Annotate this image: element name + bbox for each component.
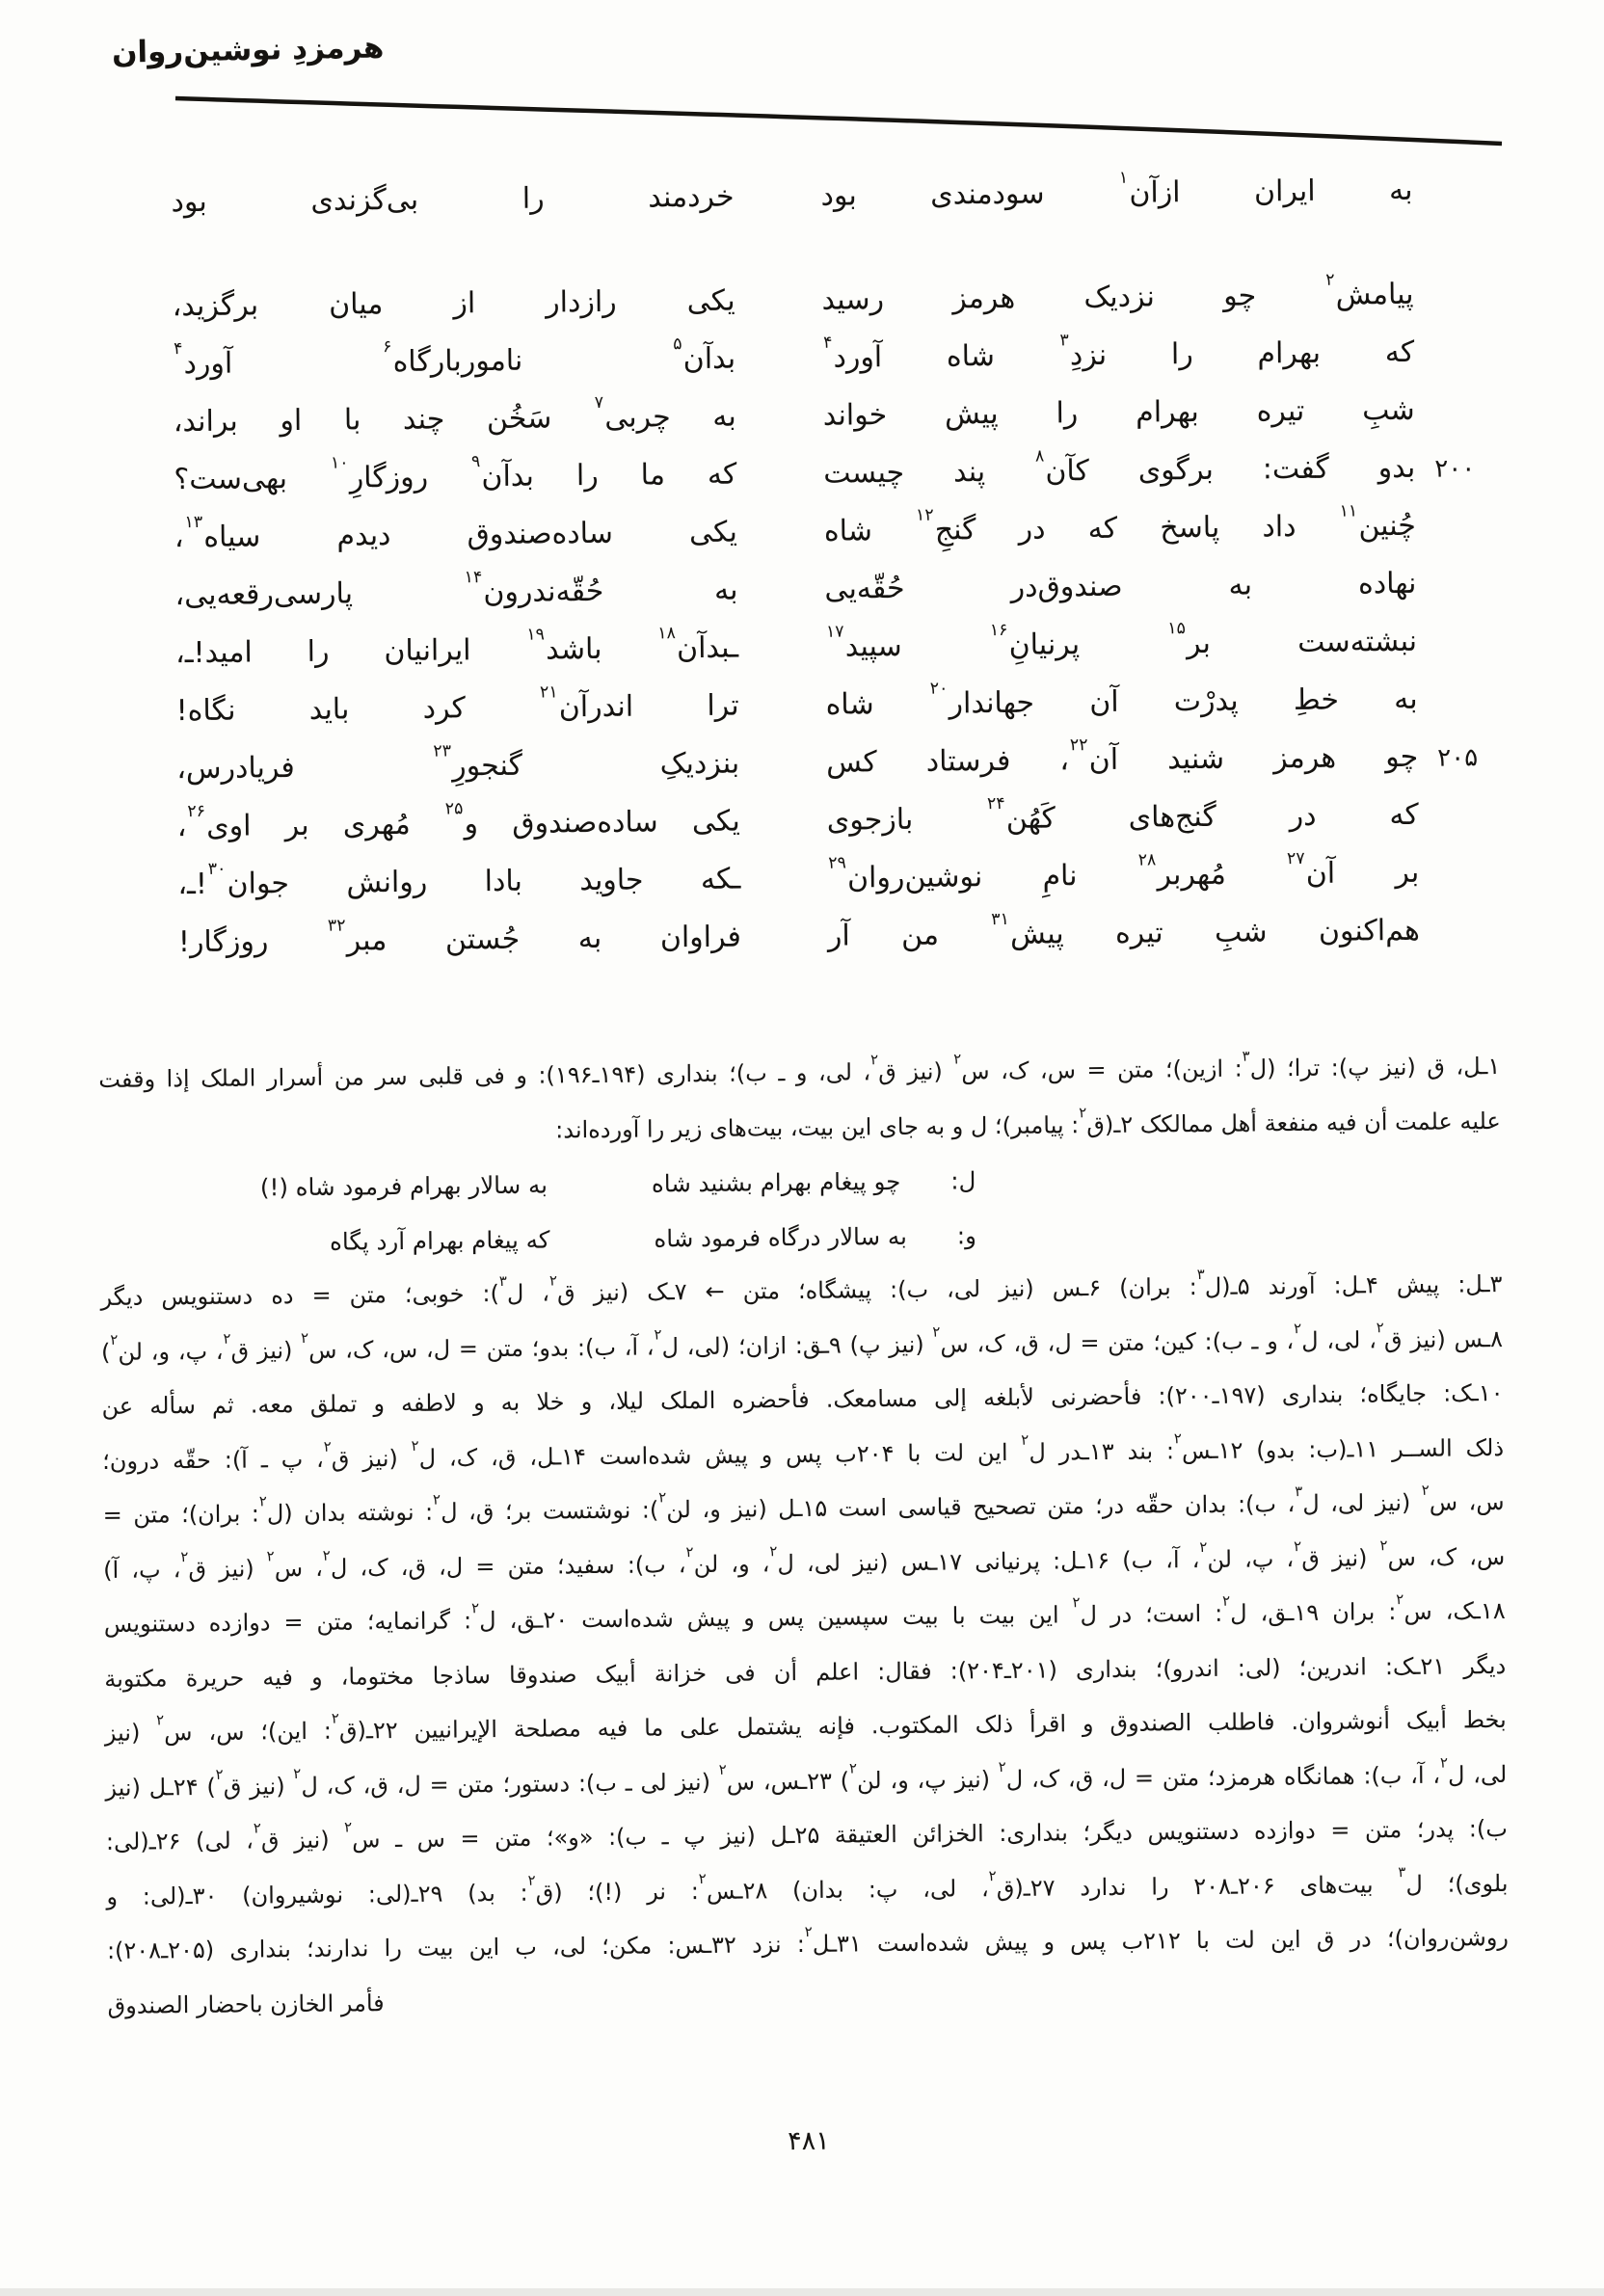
verse-row <box>171 169 1492 239</box>
apparatus-line: روشن‌روان)؛ در ق این لت با ۲۱۲ب پس و پیش شده‌است ۳۱ـل$^۲$: نزد ۳۲ـس: مکن؛ لی، ب این بیت را ندارند؛ بنداری (۲۰۵ـ۲۰۸): <box>106 1923 1510 1964</box>
verse-number <box>1417 620 1496 628</box>
manuscript-siglum: و: <box>956 1220 977 1249</box>
hemistich-left: به حُقّه‌ندرون$^{۱۴}$ پارسی‌رقعه‌یی، <box>174 568 738 613</box>
apparatus-line: بخط أبیک أنوشروان. فاطلب الصندوق و اقرأ ذلک المکتوب. فإنه یشتمل علی ما فیه مصلحة الإیرانیین ۲۲ـ(ق$^۲$: این)؛ س، س$^۲$ (نیز <box>104 1705 1507 1747</box>
column-gutter <box>735 337 822 338</box>
hemistich-left: یکی رازدار از میان برگزید، <box>172 283 735 324</box>
column-gutter <box>741 916 828 917</box>
hemistich-right: که در گنج‌های کَهُن$^{۲۴}$ بازجوی <box>826 794 1419 838</box>
verse-number <box>1415 388 1494 397</box>
verse-number <box>1414 331 1493 339</box>
hemistich-right: به خطِ پدرْت آن جهاندار$^{۲۰}$ شاه <box>825 679 1418 722</box>
hemistich-left: به چربی$^۷$ سَخُن چند با او براند، <box>173 393 736 440</box>
poem-section <box>171 169 1499 979</box>
hemistich-left: خردمند را بی‌گزندی بود <box>171 179 735 220</box>
hemistich-right: که بهرام را نزدِ$^۳$ شاه آورد$^۴$ <box>822 331 1415 375</box>
column-gutter <box>740 858 827 859</box>
verse-number <box>1417 678 1496 686</box>
page-number: ۴۸۱ <box>788 2125 830 2157</box>
column-gutter <box>737 511 824 512</box>
verse-number: ۲۰۵ <box>1437 743 1479 773</box>
hemistich-right: بدو گفت: برگوی کآن$^۸$ پند چیست <box>823 446 1416 491</box>
apparatus-line: بلوی)؛ ل$^۳$ بیت‌های ۲۰۶ـ۲۰۸ را ندارد ۲۷ـ(ق$^۲$، لی، پ: بدان) ۲۸ـس$^۲$: نر (!)؛ (ق$^۲$: بد) ۲۹ـ(لی: نوشیروان) ۳۰ـ(لی: و <box>106 1862 1509 1910</box>
hemistich-left: ترا اندرآن$^{۲۱}$ کرد باید نگاه! <box>175 682 739 729</box>
hemistich-right: هم‌اکنون شبِ تیره پیش$^{۳۱}$ من آر <box>827 910 1421 953</box>
apparatus-line: لی، ل$^۲$، آ، ب): همانگاه هرمزد؛ متن = ل، ق، ک، ل$^۲$ (نیز پ، و، لن$^۲$) ۲۳ـس، س$^۲$ (نیز لی ـ ب): دستور؛ متن = ل، ق، ک، ل$^۲$ (نیز ق$^۲$) ۲۴ـل (نیز <box>105 1753 1508 1802</box>
hemistich-right: پیامش$^۲$ چو نزدیک هرمز رسید <box>821 270 1414 317</box>
verse-number <box>1416 504 1495 513</box>
hemistich-left: یکی ساده‌صندوق دیدم سیاه$^{۱۳}$، <box>174 513 738 555</box>
hemistich-right: به ایران ازآن$^۱$ سودمندی بود <box>820 168 1413 213</box>
verse-number <box>1413 273 1492 281</box>
hemistich-right: چُنین$^{۱۱}$ داد پاسخ که در گنجِ$^{۱۲}$ شاه <box>823 501 1417 548</box>
running-header-title: هرمزدِ نوشین‌روان <box>111 30 385 70</box>
apparatus-line: ب): پدر؛ متن = دوازده دستنویس دیگر؛ بنداری: الخزائن العتیقة ۲۵ـل (نیز پ ـ ب): «و»؛ متن = س ـ س$^۲$ (نیز ق$^۲$، لی) ۲۶ـ(لی: <box>105 1814 1508 1855</box>
column-gutter <box>736 453 823 454</box>
hemistich-left: ـبدآن$^{۱۸}$ باشد$^{۱۹}$ ایرانیان را امید!ـ، <box>174 624 739 671</box>
verse-number <box>1419 793 1498 802</box>
column-gutter <box>734 175 820 176</box>
column-gutter <box>739 742 826 743</box>
hemistich-right: چو هرمز شنید آن$^{۲۲}$، فرستاد کس <box>826 735 1419 780</box>
variant-hemistich-left: به سالار بهرام فرمود شاه (!) <box>259 1170 548 1202</box>
column-gutter <box>737 569 824 570</box>
apparatus-line: ۳ـل: پیش ۴ـل: آورند ۵ـ(ل$^۳$: بران) ۶ـس (نیز لی، ب): پیشگاه؛ متن ← ۷ـک (نیز ق$^۲$، ل$^۳$): خوبی؛ متن = ده دستنویس دیگر <box>100 1266 1503 1311</box>
hemistich-right: بر آن$^{۲۷}$ مُهربر$^{۲۸}$ نامِ نوشین‌روان$^{۲۹}$ <box>828 849 1420 895</box>
apparatus-line: ۱۸ـک، س$^۲$: بران ۱۹ـق، ل$^۲$: است؛ در ل$^۲$ این بیت با بیت سپسین پس و پیش شده‌است ۲۰ـق، ل$^۲$: گرانمایه؛ متن = دوازده دستنویس <box>103 1590 1506 1638</box>
hemistich-left: بدآن$^۵$ ناموربارگاه$^۶$ آورد$^۴$ <box>173 334 736 382</box>
verse-number <box>1416 562 1495 571</box>
hemistich-right: نهاده به صندوق‌در حُقّه‌یی <box>824 566 1417 606</box>
variant-hemistich-right: چو پیغام بهرام بشنید شاه <box>651 1166 901 1198</box>
hemistich-right: نبشته‌ست بر$^{۱۵}$ پرنیانِ$^{۱۶}$ سپید$^{۱۷}$ <box>825 619 1418 664</box>
verse-number <box>1420 909 1499 918</box>
column-gutter <box>736 395 823 396</box>
verse-row <box>178 909 1500 979</box>
manuscript-siglum: ل: <box>950 1166 976 1195</box>
variant-hemistich-left: که پیغام بهرام آرد پگاه <box>329 1224 550 1256</box>
hemistich-left: ـکه جاوید بادا روانش جوان$^{۳۰}$!ـ، <box>177 860 741 902</box>
apparatus-section <box>98 1047 1510 2043</box>
verse-number <box>1412 169 1491 177</box>
apparatus-line: ۱ـل، ق (نیز پ): ترا؛ (ل$^۳$: ازین)؛ متن = س، ک، س$^۲$ (نیز ق$^۲$، لی، و ـ ب)؛ بنداری (۱۹۴ـ۱۹۶): و فی قلبی سر من أسرار الملک إذا وقفت <box>98 1047 1501 1093</box>
apparatus-line: علیه علمت أن فیه منفعة أهل ممالکک ۲ـ(ق$^۲$: پیامبر)؛ ل و به جای این بیت، بیت‌های زیر را آورده‌اند: <box>555 1103 1501 1143</box>
hemistich-left: فراوان به جُستن مبر$^{۳۲}$ روزگار! <box>177 916 742 960</box>
apparatus-line: ۱۰ـک: جایگاه؛ بنداری (۱۹۷ـ۲۰۰): فأحضرنی لأبلغه إلی مسامعک. فأحضره الملک لیلا، و خلا به و لاطفه و تملق معه. ثم سأله عن <box>101 1378 1504 1420</box>
apparatus-line: فأمر الخازن باحضار الصندوق <box>107 1989 385 2019</box>
variant-hemistich-right: به سالار درگاه فرمود شاه <box>654 1221 907 1252</box>
hemistich-left: که ما را بدآن$^۹$ روزگارِ$^{۱۰}$ بهی‌ست؟ <box>174 452 737 497</box>
hemistich-left: بنزدیکِ گنجورِ$^{۲۳}$ فریادرس، <box>176 741 740 787</box>
hemistich-right: شبِ تیره بهرام را پیش خواند <box>822 392 1415 433</box>
verse-number: ۲۰۰ <box>1434 454 1476 484</box>
apparatus-line: ۸ـس (نیز ق$^۲$، لی، ل$^۲$، و ـ ب): کین؛ متن = ل، ق، ک، س$^۲$ (نیز پ) ۹ـق: ازان؛ (لی، ل$^۲$، آ، ب): بدو؛ متن = ل، س، ک، س$^۲$ (نیز ق$^۲$، پ، و، لن$^۲$) <box>100 1318 1504 1366</box>
apparatus-line: دیگر ۲۱ـک: اندرین؛ (لی: اندرو)؛ بنداری (۲۰۱ـ۲۰۴): فقال: اعلم أن فی خزانة أبیک صندوقا ساذجا مختوما، و فیه حریرة مکتوبة <box>104 1651 1507 1693</box>
apparatus-line: س، ک، س$^۲$ (نیز ق$^۲$، پ، لن$^۲$، آ، ب) ۱۶ـل: پرنیانی ۱۷ـس (نیز لی، ل$^۲$، و، لن$^۲$، ب): سفید؛ متن = ل، ق، ک، ل$^۲$، س$^۲$ (نیز ق$^۲$، پ، آ) <box>103 1535 1506 1584</box>
apparatus-line: س، س$^۲$ (نیز لی، ل$^۳$، ب): بدان حقّه در؛ متن تصحیح قیاسی است ۱۵ـل (نیز و، لن$^۲$): نوشتست بر؛ ق، ل$^۲$: نوشته بدان (ل$^۲$: بران)؛ متن = <box>102 1482 1505 1529</box>
apparatus-line: ذلک الســر ۱۱ـ(ب: بدو) ۱۲ـس$^۲$: بند ۱۳ـدر ل$^۲$ این لت با ۲۰۴ب پس و پیش شده‌است ۱۴ـل، ق، ک، ل$^۲$ (نیز ق$^۲$، پ ـ آ): حقّه درون؛ <box>101 1429 1505 1475</box>
hemistich-left: یکی ساده‌صندوق و$^{۲۵}$ مُهری بر اوی$^{۲۶}$، <box>176 799 740 844</box>
column-gutter <box>740 800 827 801</box>
verse-number <box>1419 851 1498 860</box>
column-gutter <box>738 684 825 685</box>
